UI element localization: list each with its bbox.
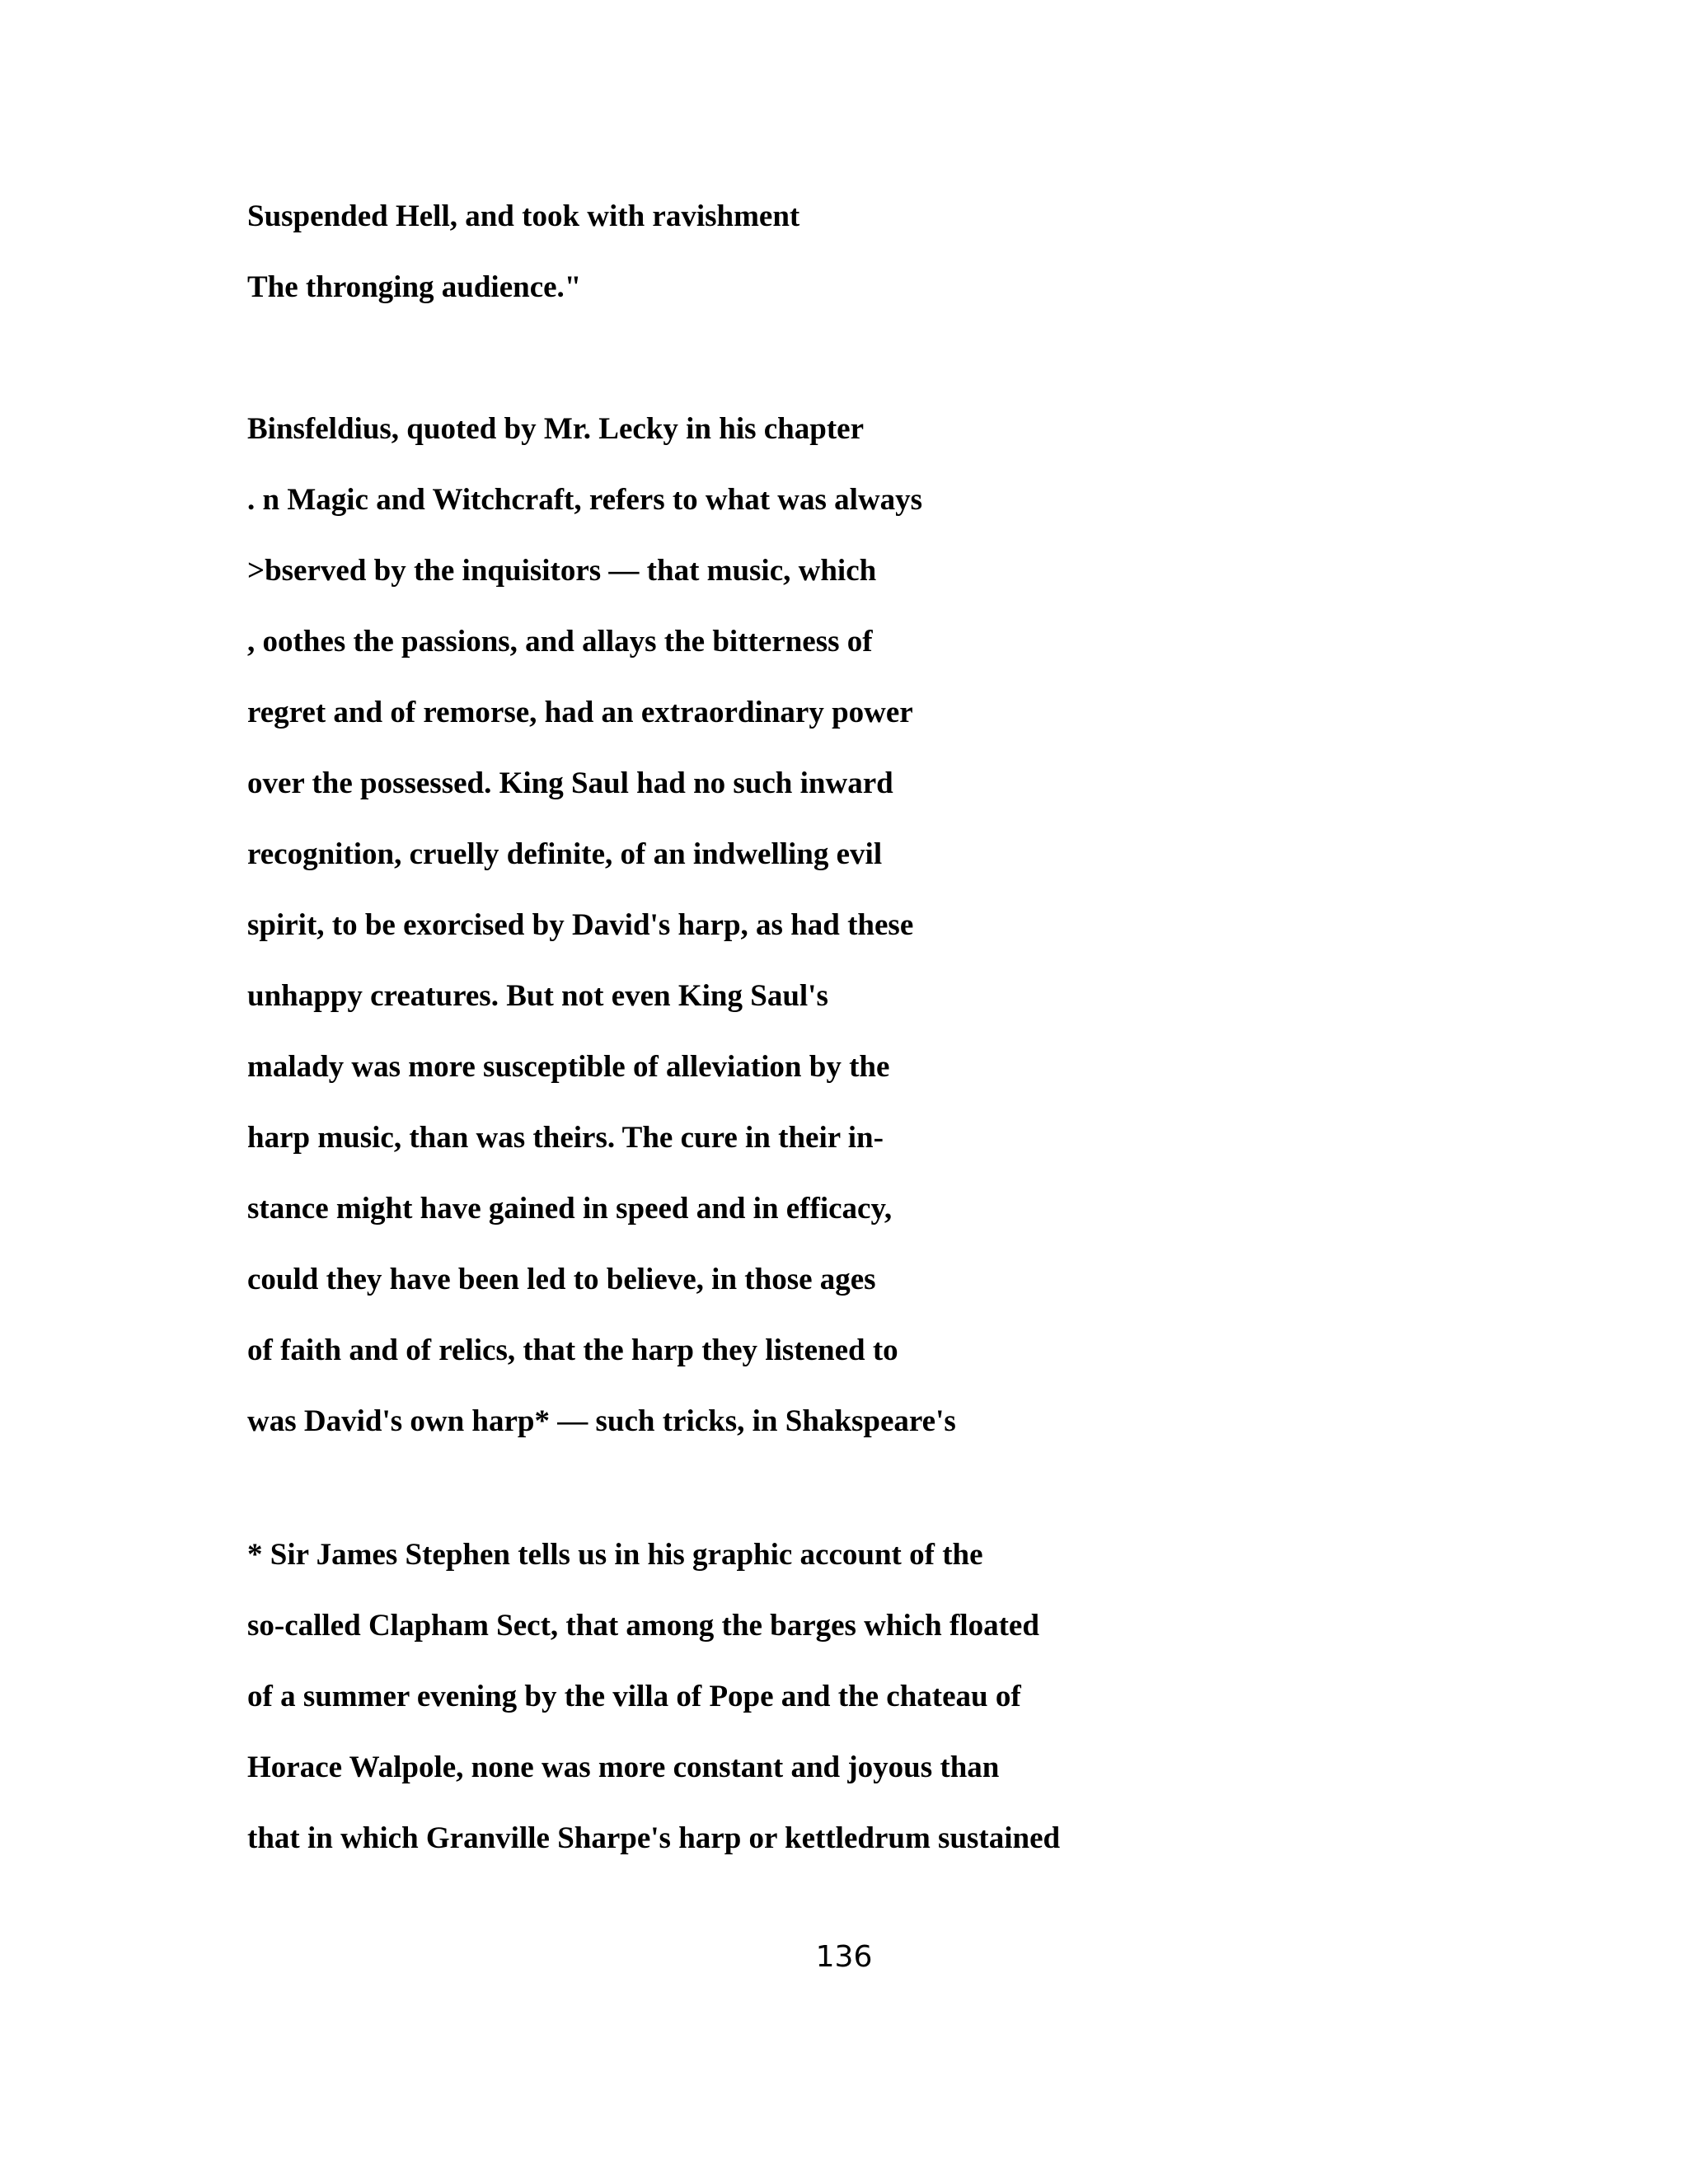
body-line: was David's own harp* — such tricks, in Shakspeare's: [247, 1404, 956, 1438]
body-line: over the possessed. King Saul had no such inward: [247, 766, 893, 800]
body-line: recognition, cruelly definite, of an indwelling evil: [247, 837, 883, 871]
body-line: , oothes the passions, and allays the bitterness of: [247, 625, 873, 658]
body-line: Binsfeldius, quoted by Mr. Lecky in his chapter: [247, 412, 865, 446]
footnote-line: Horace Walpole, none was more constant and joyous than: [247, 1750, 1000, 1784]
body-line: . n Magic and Witchcraft, refers to what was always: [247, 483, 923, 517]
footnote-line: so-called Clapham Sect, that among the barges which floated: [247, 1609, 1039, 1643]
body-line: stance might have gained in speed and in efficacy,: [247, 1192, 893, 1226]
body-paragraph: [247, 394, 956, 1457]
verse-line: Suspended Hell, and took with ravishment: [247, 199, 800, 233]
body-line: harp music, than was theirs. The cure in their in-: [247, 1121, 884, 1155]
footnote-line: of a summer evening by the villa of Pope and the chateau of: [247, 1680, 1021, 1713]
verse-quotation: [247, 181, 799, 323]
body-line: regret and of remorse, had an extraordinary power: [247, 696, 913, 729]
body-line: spirit, to be exorcised by David's harp, as had these: [247, 908, 914, 942]
body-line: malady was more susceptible of alleviation by the: [247, 1050, 890, 1084]
body-line: could they have been led to believe, in those ages: [247, 1263, 876, 1296]
body-line: of faith and of relics, that the harp they listened to: [247, 1333, 898, 1367]
body-line: unhappy creatures. But not even King Saul's: [247, 979, 828, 1013]
footnote-line: * Sir James Stephen tells us in his graphic account of the: [247, 1538, 983, 1572]
body-line: >bserved by the inquisitors — that music, which: [247, 554, 877, 588]
verse-line: The thronging audience.": [247, 270, 582, 304]
footnote: [247, 1520, 1060, 1874]
page-number: 136: [815, 1940, 873, 1974]
footnote-line: that in which Granville Sharpe's harp or kettledrum sustained: [247, 1821, 1061, 1855]
